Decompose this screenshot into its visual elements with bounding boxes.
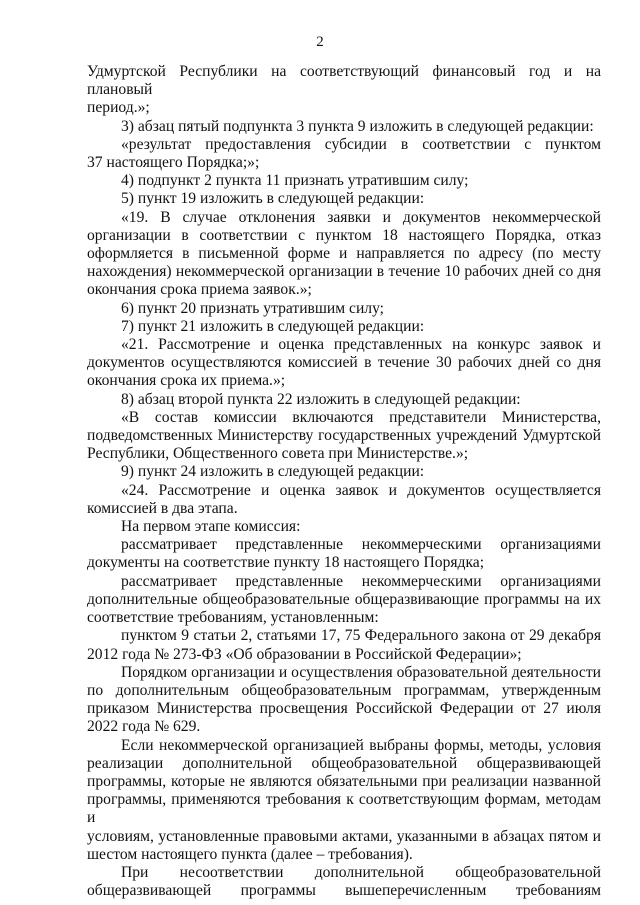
text-line: программы, которые не являются обязательными при реализации названной (87, 772, 601, 790)
text-line: соответствие требованиям, установленным: (87, 609, 379, 627)
text-line: При несоответствии дополнительной общеобразовательной (121, 863, 601, 881)
text-line: шестом настоящего пункта (далее – требования). (87, 845, 413, 863)
text-line: 3) абзац пятый подпункта 3 пункта 9 изложить в следующей редакции: (121, 117, 594, 135)
text-line: 37 настоящего Порядка;»; (87, 154, 260, 172)
text-line: Республики, Общественного совета при Министерстве.»; (87, 445, 469, 463)
text-line: организации в соответствии с пунктом 18 настоящего Порядка, отказ (87, 226, 601, 244)
text-line: «21. Рассмотрение и оценка представленных на конкурс заявок и (121, 336, 601, 354)
text-line: рассматривает представленные некоммерческими организациями (121, 536, 601, 554)
text-line: подведомственных Министерству государственных учреждений Удмуртской (87, 427, 601, 445)
text-line: 5) пункт 19 изложить в следующей редакции: (121, 190, 425, 208)
text-line: 4) подпункт 2 пункта 11 признать утратившим силу; (121, 172, 469, 190)
page-number: 2 (316, 34, 324, 50)
text-line: «19. В случае отклонения заявки и документов некоммерческой (121, 208, 601, 226)
text-line: по дополнительным общеобразовательным программам, утвержденным (87, 681, 601, 699)
text-line: Порядком организации и осуществления образовательной деятельности (121, 663, 601, 681)
text-line: нахождения) некоммерческой организации в течение 10 рабочих дней со дня (87, 263, 601, 281)
text-line: документы на соответствие пункту 18 настоящего Порядка; (87, 554, 485, 572)
text-line: 8) абзац второй пункта 22 изложить в следующей редакции: (121, 390, 521, 408)
text-line: дополнительные общеобразовательные общеразвивающие программы на их (87, 590, 601, 608)
text-line: 6) пункт 20 признать утратившим силу; (121, 299, 385, 317)
text-line: оформляется в письменной форме и направляется по адресу (по месту (87, 245, 601, 263)
text-line: общеразвивающей программы вышеперечисленным требованиям (87, 882, 601, 900)
text-line: условиям, установленные правовыми актами, указанными в абзацах пятом и (87, 827, 601, 845)
document-body (87, 63, 601, 900)
text-line: программы, применяются требования к соответствующим формам, методам и (87, 791, 601, 827)
text-line: 7) пункт 21 изложить в следующей редакции: (121, 317, 425, 335)
text-line: пунктом 9 статьи 2, статьями 17, 75 Федерального закона от 29 декабря (121, 627, 601, 645)
text-line: «результат предоставления субсидии в соответствии с пунктом (121, 135, 601, 153)
text-line: На первом этапе комиссия: (121, 518, 301, 536)
text-line: приказом Министерства просвещения Российской Федерации от 27 июля (87, 700, 601, 718)
text-line: период.»; (87, 99, 150, 117)
text-line: Если некоммерческой организацией выбраны формы, методы, условия (121, 736, 601, 754)
text-line: документов осуществляются комиссией в течение 30 рабочих дней со дня (87, 354, 601, 372)
text-line: окончания срока приема заявок.»; (87, 281, 312, 299)
text-line: реализации дополнительной общеобразовательной общеразвивающей (87, 754, 601, 772)
text-line: рассматривает представленные некоммерческими организациями (121, 572, 601, 590)
text-line: «В состав комиссии включаются представители Министерства, (121, 408, 601, 426)
text-line: 2012 года № 273-ФЗ «Об образовании в Российской Федерации»; (87, 645, 522, 663)
text-line: 2022 года № 629. (87, 718, 201, 736)
text-line: комиссией в два этапа. (87, 499, 238, 517)
text-line: 9) пункт 24 изложить в следующей редакции: (121, 463, 425, 481)
text-line: «24. Рассмотрение и оценка заявок и документов осуществляется (121, 481, 601, 499)
text-line: Удмуртской Республики на соответствующий финансовый год и на плановый (87, 63, 601, 99)
text-line: окончания срока их приема.»; (87, 372, 286, 390)
